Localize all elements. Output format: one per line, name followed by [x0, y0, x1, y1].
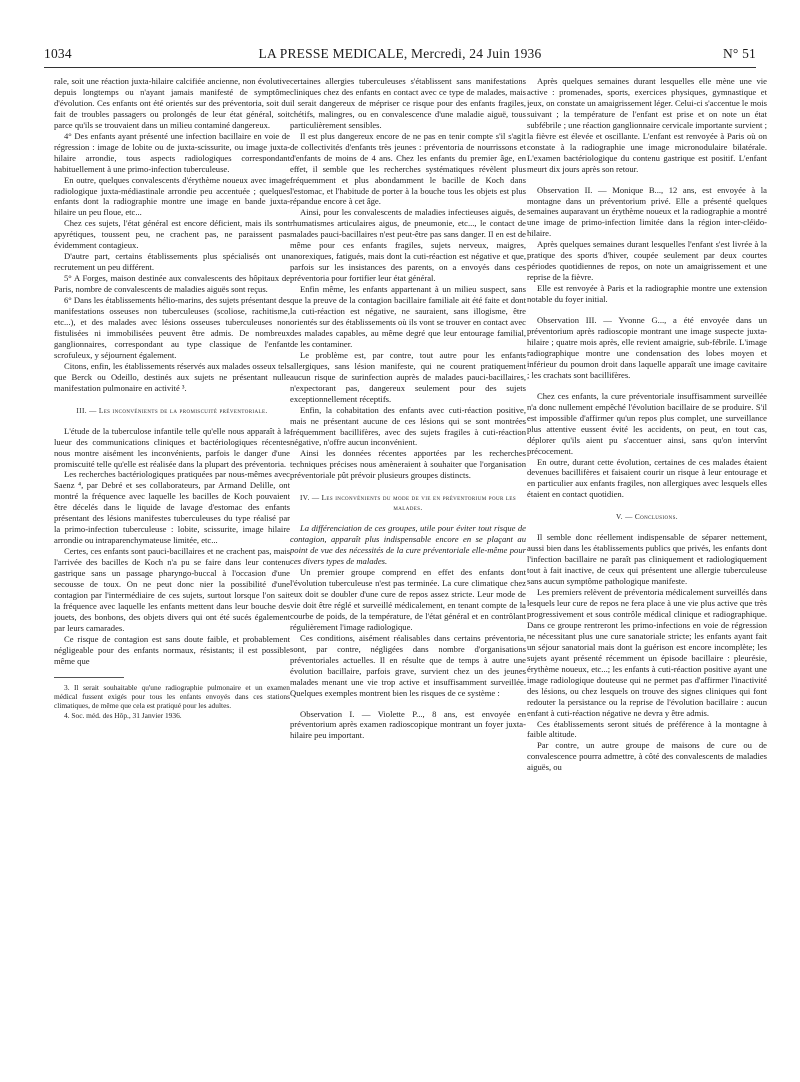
page-header — [44, 46, 756, 68]
paragraph: Ce risque de contagion est sans doute faible, et probablement négligeable pour des enfants normaux, résistants; il est possible même que — [54, 633, 290, 666]
footnote: 4. Soc. méd. des Hôp., 31 Janvier 1936. — [64, 710, 182, 720]
paragraph: Ainsi les données récentes apportées par les recherches techniques précises nous amèneraient à souhaiter que l'organisation préventoriale pût prévoir plusieurs groupes distincts. — [290, 448, 526, 481]
column-3 — [527, 76, 767, 1056]
paragraph: 6° Dans les établissements hélio-marins, des sujets présentant des manifestations osseuses non tuberculeuses (scoliose, rachitisme, etc...), et des malades avec lésions osseuses tuberculeuses non fistulisées ni immobilisées peuvent être admis. De nombreux ganglionnaires, correspondant au type classique de l'enfant scrofuleux, y séjournent également. — [54, 295, 290, 360]
section-heading: III. — Les inconvénients de la promiscuité préventoriale. — [76, 406, 268, 415]
footnote-rule — [54, 677, 124, 678]
paragraph: Les premiers relèvent de préventoria médicalement surveillés dans lesquels leur cure de repos ne fera place à une vie plus active que très progressivement et sous contrôle médical clinique et radiographique. Dans ce groupe rentreront les primo-infections en voie de régression ne nécessitant plus une cure sanatoriale stricte; les enfants ayant fait un séjour sanatorial mais dont la guérison est encore incomplète; les sujets ayant présenté récemment un épisode bacillaire : pleurésie, érythème noueux, etc...; les enfants à cuti-réaction positive ayant une image radiologique douteuse qui ne permet pas d'affirmer l'inactivité des lésions, ou chez lesquels on trouve des signes cliniques qui font redouter la persistance ou la reprise de l'évolution bacillaire : aucun enfant à cuti-réaction négative ne devra y être admis. — [527, 587, 767, 718]
paragraph: Les recherches bactériologiques pratiquées par nous-mêmes avec Saenz ⁴, par Debré et ses collaborateurs, par Armand Delille, ont montré la fréquence avec laquelle les bacilles de Koch pouvaient être décelés dans le liquide de lavage d'estomac des enfants présentant des lésions manifestes tuberculeuses du type réalisé par la primo-infection tuberculeuse : lobite, scissurite, image hilaire arrondie ou intraparenchymateuse limitée, etc... — [54, 469, 290, 546]
paragraph: Le problème est, par contre, tout autre pour les enfants allergiques, sans lésion manifeste, qui ne courent pratiquement aucun risque de surinfection auprès de malades pauci-bacillaires, n'expectorant pas, dangereux seulement pour des sujets exceptionnellement réceptifs. — [290, 349, 526, 404]
column-2 — [290, 76, 526, 1056]
paragraph: 5° A Forges, maison destinée aux convalescents des hôpitaux de Paris, nombre de convalescents de maladies aiguës sont reçus. — [54, 273, 290, 295]
column-1 — [54, 76, 290, 1056]
paragraph: Après quelques semaines durant lesquelles elle mène une vie active : promenades, sports, exercices physiques, gymnastique et jeux, on constate un amaigrissement léger. Celui-ci s'accentue le mois suivant ; la température de l'enfant est prise et on note un état subfébrile ; une réaction ganglionnaire cervicale importante survient ; la fièvre est élevée et oscillante. L'enfant est renvoyée à Paris où on constate à la radiographie une image micronodulaire bilatérale. L'examen bactériologique du contenu gastrique est positif. L'enfant meurt dix jours après son retour. — [527, 76, 767, 174]
paragraph: Il semble donc réellement indispensable de séparer nettement, aussi bien dans les établissements publics que privés, les enfants dont l'infection bacillaire ne paraît pas cliniquement et radiologiquement tout à fait inactive, de ceux qui présentent une allergie tuberculeuse sans aucun symptôme pathologique manifeste. — [527, 532, 767, 587]
paragraph: D'autre part, certains établissements plus spécialisés ont un recrutement un peu différent. — [54, 251, 290, 273]
paragraph: Après quelques semaines durant lesquelles l'enfant s'est livrée à la pratique des sports d'hiver, coupée seulement par deux courtes périodes quotidiennes de repos, on note un amaigrissement et une reprise de la fièvre. — [527, 239, 767, 283]
paragraph: Certes, ces enfants sont pauci-bacillaires et ne crachent pas, mais l'arrivée des bacilles de Koch n'a pu se faire dans leur contenu gastrique sans un passage pharyngo-buccal à l'occasion d'une secousse de toux. On ne peut donc nier la possibilité d'une contagion par l'intermédiaire de ces sujets, surtout lorsque l'on sait la fréquence avec laquelle les enfants mettent dans leur bouche des jouets, des bonbons, des objets divers qui ont été sucés également par leurs camarades. — [54, 546, 290, 633]
paragraph: 4° Des enfants ayant présenté une infection bacillaire en voie de régression : image de lobite ou de juxta-scissurite, ou image juxta-hilaire arrondie, tous aspects radiologiques correspondant habituellement à une primo-infection tuberculeuse. — [54, 130, 290, 174]
paragraph: Chez ces sujets, l'état général est encore déficient, mais ils sont apyrétiques, toussent peu, ne crachent pas, ne paraissent pas évidemment contagieux. — [54, 218, 290, 251]
paragraph: Enfin même, les enfants appartenant à un milieu suspect, sans que la preuve de la contagion bacillaire familiale ait été faite et dont la cuti-réaction est négative, ne sauraient, sans illogisme, être orientés sur des établissements où ils vont se trouver en contact avec des malades capables, au même degré que leur entourage familial, de les contaminer. — [290, 284, 526, 349]
paragraph: Il est plus dangereux encore de ne pas en tenir compte s'il s'agit de collectivités d'enfants très jeunes : préventoria de nourrissons et d'enfants de moins de 4 ans. Chez les enfants du premier âge, en effet, il semble que les recherches systématiques révèlent plus fréquemment et plus abondamment le bacille de Koch dans l'estomac, et l'habitude de porter à la bouche tous les objets est plus répandue encore à cet âge. — [290, 130, 526, 207]
paragraph: Ainsi, pour les convalescents de maladies infectieuses aiguës, de rhumatismes articulaires aigus, de pneumonie, etc..., le contact de malades pauci-bacillaires n'est peut-être pas sans danger. Il en est de même pour ces enfants fragiles, sujets nerveux, maigres, anorexiques, fatigués, mais dont la cuti-réaction est négative et que, parfois sur les insistances des parents, on a envoyés dans ces préventoria pour fortifier leur état général. — [290, 207, 526, 284]
paragraph: Ces établissements seront situés de préférence à la montagne à faible altitude. — [527, 718, 767, 740]
header-rule — [44, 67, 756, 68]
paragraph: En outre, quelques convalescents d'érythème noueux avec image radiologique juxta-médiastinale arrondie peu accentuée ; quelques enfants dont la radiographie montre une image en bande juxta-hilaire un peu floue, etc... — [54, 174, 290, 218]
footnotes — [54, 683, 290, 721]
observation-paragraph: Observation II. — Monique B..., 12 ans, est envoyée à la montagne dans un préventorium privé. Elle a présenté quelques semaines auparavant un érythème noueux et la radiographie a montré une image de primo-infection limitée dans la région inter-cléido-hilaire. — [527, 184, 767, 239]
paragraph: L'étude de la tuberculose infantile telle qu'elle nous apparaît à la lueur des communications cliniques et bactériologiques récentes nous montre aisément les inconvénients, parfois le danger d'une promiscuité telle qu'elle est réalisée dans la plupart des préventoria. — [54, 425, 290, 469]
paragraph: Un premier groupe comprend en effet des enfants dont l'évolution tuberculeuse n'est pas terminée. La cure climatique chez eux doit se doubler d'une cure de repos assez stricte. Leur mode de vie doit être réglé et surveillé médicalement, en tenant compte de la courbe de poids, de la température, de l'état général et en contrôlant régulièrement l'image radiologique. — [290, 567, 526, 632]
footnote: 3. Il serait souhaitable qu'une radiographie pulmonaire et un examen médical fussent exigés pour tous les enfants envoyés dans ces stations climatiques, de même que cela est pratiqué pour les adultes. — [54, 682, 290, 711]
observation-paragraph: Observation I. — Violette P..., 8 ans, est envoyée en préventorium après examen radioscopique montrant un foyer juxta-hilaire peu important. — [290, 708, 526, 741]
paragraph: Citons, enfin, les établissements réservés aux malades osseux tels que Berck ou Odeillo, destinés aux sujets ne présentant nulle manifestation pulmonaire en activité ³. — [54, 360, 290, 393]
paragraph: Chez ces enfants, la cure préventoriale insuffisamment surveillée n'a donc nullement empêché l'évolution bacillaire de se produire. S'il est impossible d'affirmer qu'un repos plus complet, une surveillance plus attentive eussent évité les accidents, on peut, en tout cas, déplorer qu'ils aient pu s'accentuer ainsi, sans qu'on intervînt précocement. — [527, 390, 767, 456]
paragraph: Enfin, la cohabitation des enfants avec cuti-réaction positive, mais ne présentant aucune de ces lésions qui se sont montrées fréquemment bacillifères, avec des sujets fragiles à cuti-réaction négative, n'offre aucun inconvénient. — [290, 404, 526, 448]
masthead-title: LA PRESSE MEDICALE, Mercredi, 24 Juin 1936 — [258, 46, 542, 61]
issue-number: N° 51 — [722, 46, 756, 61]
page-number: 1034 — [44, 46, 72, 61]
paragraph: Par contre, un autre groupe de maisons de cure ou de convalescence pourra admettre, à côté des convalescents de maladies aiguës, ou — [527, 740, 767, 773]
section-heading: IV. — Les inconvénients du mode de vie en préventorium pour les malades. — [299, 494, 516, 513]
section-heading: V. — Conclusions. — [616, 513, 678, 522]
paragraph: La différenciation de ces groupes, utile pour éviter tout risque de contagion, apparaît plus indispensable encore en se plaçant au point de vue des nécessités de la cure préventoriale elle-même pour ces divers types de malades. — [290, 523, 526, 567]
paragraph: rale, soit une réaction juxta-hilaire calcifiée ancienne, non évolutive depuis longtemps ou n'ayant jamais manifesté de symptôme d'évolution. Ces enfants ont été orientés sur des préventoria, soit du fait de troubles passagers ou prolongés de leur état général, soit parce qu'ils se trouvaient dans un milieu contaminé dangereux. — [54, 76, 290, 130]
paragraph: certaines allergies tuberculeuses s'établissent sans manifestations cliniques chez des enfants en contact avec ce type de malades, mais il serait dangereux de mépriser ce risque pour des enfants fragiles, chétifs, malingres, ou en convalescence d'une maladie aiguë, tous particulièrement sensibles. — [290, 76, 526, 130]
observation-paragraph: Observation III. — Yvonne G..., a été envoyée dans un préventorium après radioscopie montrant une image suspecte juxta-hilaire ; quatre mois après, elle revient amaigrie, sub-fébrile. L'image radiographique montre une condensation des lobes moyen et inférieur du poumon droit dans laquelle apparaît une image cavitaire ; les crachats sont bacillifères. — [527, 315, 767, 380]
paragraph: En outre, durant cette évolution, certaines de ces malades étaient devenues bacillifères et faisaient courir un risque à leur entourage et en particulier aux enfants fragiles, non allergiques avec lesquels elles étaient en contact quotidien. — [527, 456, 767, 500]
paragraph: Ces conditions, aisément réalisables dans certains préventoria, sont, par contre, négligées dans nombre d'organisations préventoriales actuelles. Il en résulte que de temps à autre une évolution bacillaire, parfois grave, survient chez un des jeunes malades menant une vie trop active et insuffisamment surveillée. Quelques exemples montrent bien les risques de ce système : — [290, 632, 526, 698]
paragraph: Elle est renvoyée à Paris et la radiographie montre une extension notable du foyer initial. — [527, 283, 767, 305]
